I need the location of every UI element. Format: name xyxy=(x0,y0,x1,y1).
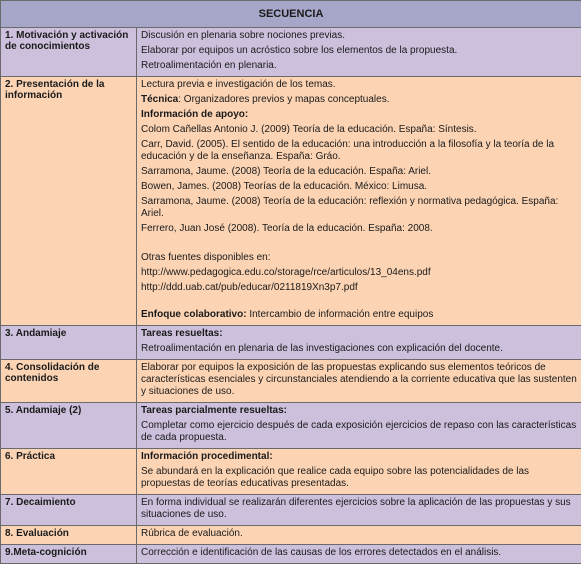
table-row xyxy=(1,545,581,564)
reference: Carr, David. (2005). El sentido de la educación: una introducción a la filosofía y la teoría de la educación y de la enseñanza. España: Gráo. xyxy=(141,139,555,162)
row-title: Tareas resueltas: xyxy=(141,328,223,339)
row-label: 9.Meta-cognición xyxy=(1,545,137,564)
text-line: Corrección e identificación de las causas de los errores detectados en el análisis. xyxy=(141,547,502,558)
otras-fuentes: Otras fuentes disponibles en: xyxy=(141,252,271,263)
row-title: Tareas parcialmente resueltas: xyxy=(141,405,288,416)
reference: Ferrero, Juan José (2008). Teoría de la educación. España: 2008. xyxy=(141,223,433,234)
row-content xyxy=(137,28,581,77)
text-line: Retroalimentación en plenaria de las investigaciones con explicación del docente. xyxy=(141,343,503,354)
text-line: Se abundará en la explicación que realice cada equipo sobre las potencialidades de las propuestas de teorías educativas presentadas. xyxy=(141,466,530,489)
source-link: http://ddd.uab.cat/pub/educar/0211819Xn3p7.pdf xyxy=(141,282,358,293)
table-row xyxy=(1,449,581,495)
row-content xyxy=(137,495,581,526)
apoyo-heading: Información de apoyo: xyxy=(141,109,249,120)
reference: Bowen, James. (2008) Teorías de la educación. México: Limusa. xyxy=(141,181,428,192)
table-row xyxy=(1,326,581,360)
text-line: Elaborar por equipos la exposición de las propuestas explicando sus elementos teóricos de características esenciales y circunstanciales atendiendo a la corriente educativa que las sustenten y situaciones de uso. xyxy=(141,362,577,397)
row-label: 6. Práctica xyxy=(1,449,137,495)
table-row xyxy=(1,28,581,77)
row-content xyxy=(137,449,581,495)
row-content xyxy=(137,360,581,403)
table-row xyxy=(1,403,581,449)
reference: Colom Cañellas Antonio J. (2009) Teoría de la educación. España: Síntesis. xyxy=(141,124,477,135)
enfoque-label: Enfoque colaborativo: xyxy=(141,309,247,320)
row-label: 2. Presentación de la información xyxy=(1,77,137,326)
row-label: 3. Andamiaje xyxy=(1,326,137,360)
table-row xyxy=(1,495,581,526)
row-content xyxy=(137,526,581,545)
tecnica-text: : Organizadores previos y mapas conceptuales. xyxy=(178,94,390,105)
source-link: http://www.pedagogica.edu.co/storage/rce/articulos/13_04ens.pdf xyxy=(141,267,431,278)
table-row xyxy=(1,526,581,545)
row-label: 5. Andamiaje (2) xyxy=(1,403,137,449)
text-line: Elaborar por equipos un acróstico sobre los elementos de la propuesta. xyxy=(141,45,458,56)
table-header: SECUENCIA xyxy=(1,1,581,28)
table-row xyxy=(1,360,581,403)
row-label: 7. Decaimiento xyxy=(1,495,137,526)
table-row xyxy=(1,77,581,326)
text-line: Completar como ejercicio después de cada exposición ejercicios de repaso con las características de cada propuesta. xyxy=(141,420,577,443)
row-content xyxy=(137,77,581,326)
tecnica-line xyxy=(141,93,577,108)
row-content xyxy=(137,403,581,449)
row-title: Información procedimental: xyxy=(141,451,273,462)
row-content xyxy=(137,326,581,360)
row-content xyxy=(137,545,581,564)
text-line: Rúbrica de evaluación. xyxy=(141,528,243,539)
text-line: Lectura previa e investigación de los temas. xyxy=(141,79,336,90)
text-line: En forma individual se realizarán diferentes ejercicios sobre la aplicación de las propuestas y sus situaciones de uso. xyxy=(141,497,571,520)
text-line: Retroalimentación en plenaria. xyxy=(141,60,277,71)
row-label: 8. Evaluación xyxy=(1,526,137,545)
enfoque-text: Intercambio de información entre equipos xyxy=(246,309,434,320)
tecnica-label: Técnica xyxy=(141,94,179,105)
enfoque-line xyxy=(141,308,577,323)
reference: Sarramona, Jaume. (2008) Teoría de la educación: reflexión y normativa pedagógica. España: Ariel. xyxy=(141,196,559,219)
reference: Sarramona, Jaume. (2008) Teoría de la educación. España: Ariel. xyxy=(141,166,431,177)
row-label: 1. Motivación y activación de conocimientos xyxy=(1,28,137,77)
row-label: 4. Consolidación de contenidos xyxy=(1,360,137,403)
text-line: Discusión en plenaria sobre nociones previas. xyxy=(141,30,346,41)
